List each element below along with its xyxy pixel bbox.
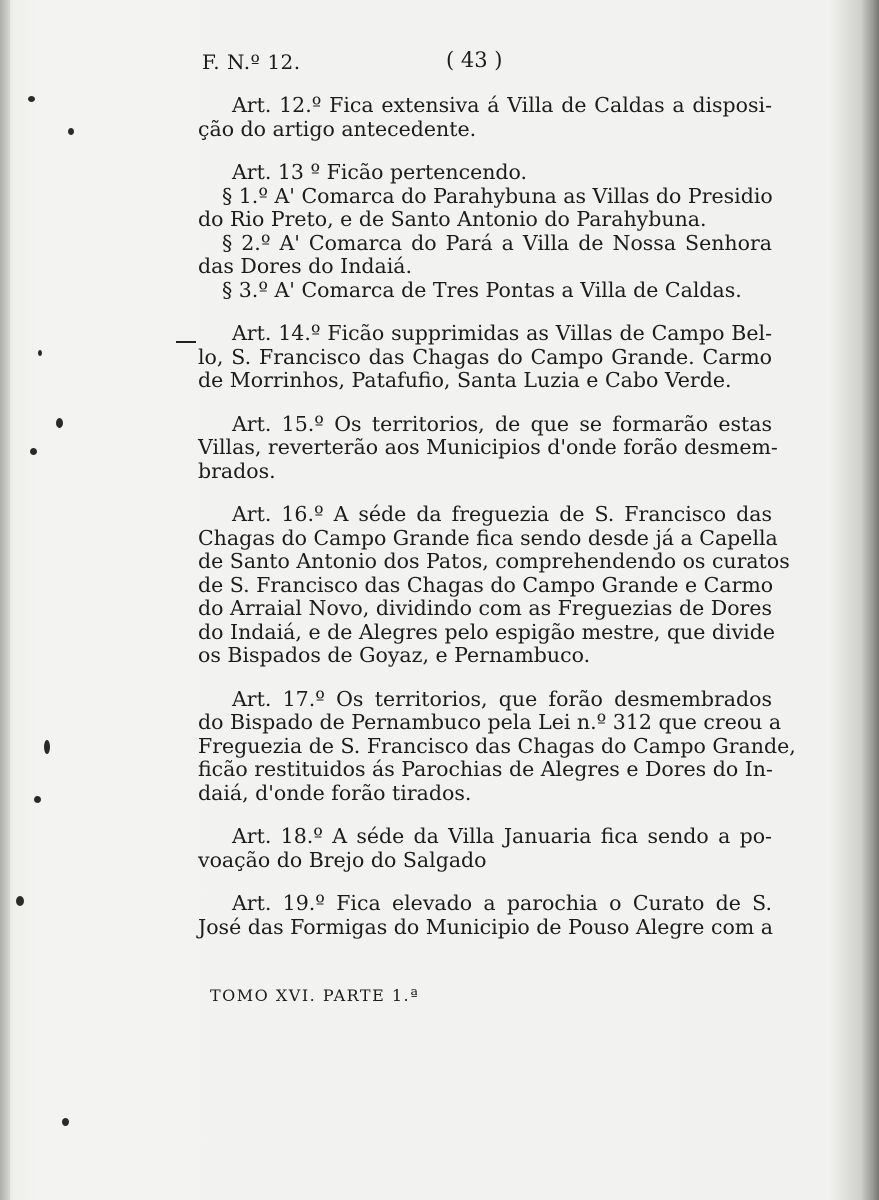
scan-speck [56, 418, 63, 428]
text-line: do Arraial Novo, dividindo com as Freguezias de Dores [198, 596, 772, 620]
scan-speck [68, 128, 74, 135]
signature-mark: F. N.º 12. [202, 50, 301, 74]
text-line: Art. 12.º Fica extensiva á Villa de Caldas a disposi- [232, 93, 772, 117]
text-line: Art. 17.º Os territorios, que forão desmembrados [232, 686, 772, 711]
paragraph-art-14 [198, 322, 772, 393]
text-line: do Indaiá, e de Alegres pelo espigão mestre, que divide [198, 619, 775, 644]
text-line: Freguezia de S. Francisco das Chagas do Campo Grande, [198, 733, 796, 758]
paragraph-section-3 [198, 279, 772, 303]
text-line: Villas, reverterão aos Municipios d'onde forão desmem- [198, 435, 778, 459]
paragraph-section-1 [198, 185, 772, 232]
text-line: daiá, d'onde forão tirados. [198, 780, 472, 805]
text-line: Art. 13 º Ficão pertencendo. [232, 160, 528, 184]
scan-speck [30, 448, 37, 455]
scan-speck [44, 740, 50, 754]
text-line: das Dores do Indaiá. [198, 254, 413, 278]
text-line: do Rio Preto, e de Santo Antonio do Parahybuna. [198, 207, 707, 231]
page-edge-shadow [861, 0, 879, 1200]
text-line: Art. 16.º A séde da freguezia de S. Francisco das [232, 502, 772, 526]
paragraph-art-18 [198, 825, 772, 872]
paragraph-art-15 [198, 411, 778, 484]
paragraph-art-12 [198, 94, 772, 141]
text-line: § 3.º A' Comarca de Tres Pontas a Villa de Caldas. [222, 277, 742, 302]
text-line: § 1.º A' Comarca do Parahybuna as Villas do Presidio [222, 183, 773, 208]
text-line: de Morrinhos, Patafufio, Santa Luzia e Cabo Verde. [198, 368, 732, 392]
text-line: Chagas do Campo Grande fica sendo desde já a Capella [198, 525, 778, 550]
paragraph-art-16 [198, 502, 790, 668]
text-line: § 2.º A' Comarca do Pará a Villa de Nossa Senhora [222, 230, 772, 255]
page-header [202, 48, 762, 78]
scan-speck [34, 796, 41, 803]
scan-speck [28, 96, 35, 102]
text-line: de S. Francisco das Chagas do Campo Grande e Carmo [198, 572, 774, 597]
text-line: Art. 14.º Ficão supprimidas as Villas de Campo Bel- [232, 321, 772, 345]
paragraph-art-19 [198, 892, 772, 939]
margin-dash [176, 341, 196, 343]
scan-speck [38, 350, 42, 356]
page-number: ( 43 ) [446, 48, 503, 72]
text-line: os Bispados de Goyaz, e Pernambuco. [198, 643, 591, 667]
scan-speck [16, 896, 24, 906]
document-body [198, 93, 796, 939]
text-line: Art. 19.º Fica elevado a parochia o Curato de S. [232, 891, 772, 915]
scan-speck [62, 1118, 69, 1126]
paragraph-art-17 [198, 686, 796, 806]
text-line: brados. [198, 458, 276, 483]
text-line: Art. 18.º A séde da Villa Januaria fica sendo a po- [232, 824, 772, 848]
paragraph-art-13 [198, 161, 772, 185]
text-line: lo, S. Francisco das Chagas do Campo Grande. Carmo [198, 344, 772, 369]
text-line: José das Formigas do Municipio de Pouso Alegre com a [198, 914, 773, 939]
text-line: de Santo Antonio dos Patos, comprehendendo os curatos [198, 549, 790, 573]
text-line: ção do artigo antecedente. [198, 116, 477, 141]
binding-shadow [0, 0, 10, 1200]
text-line: Art. 15.º Os territorios, de que se formarão estas [232, 411, 772, 436]
paragraph-section-2 [198, 232, 772, 279]
text-line: ficão restituidos ás Parochias de Alegres e Dores do In- [198, 757, 773, 781]
text-line: do Bispado de Pernambuco pela Lei n.º 312 que creou a [198, 710, 782, 734]
volume-footer: TOMO XVI. PARTE 1.ª [210, 986, 420, 1005]
text-line: voação do Brejo do Salgado [198, 847, 487, 872]
